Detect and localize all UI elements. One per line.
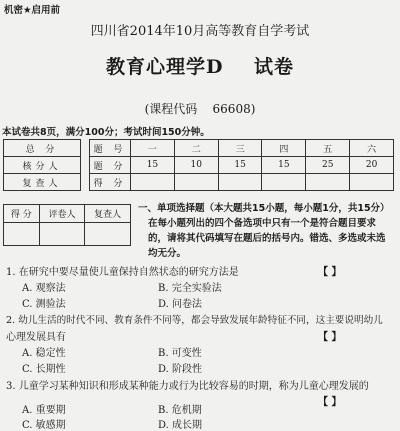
confidential-label: 机密★启用前 [4, 5, 61, 16]
option[interactable]: C. 敏感期 [22, 420, 66, 431]
option[interactable]: C. 长期性 [22, 364, 66, 375]
score-table [3, 139, 394, 191]
answer-bracket[interactable]: 【 】 [318, 332, 342, 343]
score-cell[interactable] [218, 174, 262, 191]
question-stem: 心理发展具有 [6, 332, 66, 343]
grader-label: 核分人 [4, 157, 81, 174]
answer-bracket[interactable]: 【 】 [318, 397, 342, 408]
option[interactable]: A. 观察法 [22, 283, 66, 294]
column-header: 一 [131, 140, 175, 157]
points-cell: 10 [174, 157, 218, 174]
column-header: 六 [350, 140, 394, 157]
score-cell[interactable] [174, 174, 218, 191]
score-cell[interactable] [262, 174, 306, 191]
points-cell: 15 [131, 157, 175, 174]
grader-box-score-cell[interactable] [4, 223, 40, 246]
points-cell: 15 [218, 157, 262, 174]
grader-box-grader-label: 评卷人 [39, 205, 85, 223]
score-cell[interactable] [306, 174, 350, 191]
section-instruction: 在每小题列出的四个备选项中只有一个是符合题目要求 [148, 218, 377, 229]
answer-bracket[interactable]: 【 】 [318, 267, 342, 278]
grader-box-score-label: 得 分 [4, 205, 40, 223]
score-cell[interactable] [350, 174, 394, 191]
grader-box-reviewer-cell[interactable] [85, 223, 131, 246]
question-stem: 1. 在研究中要尽量使儿童保持自然状态的研究方法是 [6, 267, 239, 278]
column-header: 二 [174, 140, 218, 157]
reviewer-label: 复查人 [4, 174, 81, 191]
exam-info: 本试卷共8页，满分100分；考试时间150分钟。 [2, 127, 210, 138]
grader-box-reviewer-label: 复查人 [85, 205, 131, 223]
option[interactable]: D. 问卷法 [158, 299, 203, 310]
column-header: 五 [306, 140, 350, 157]
option[interactable]: A. 重要期 [22, 405, 66, 416]
section-instruction: 的，请将其代码填写在题后的括号内。错选、多选或未选 [148, 233, 386, 244]
grader-box [3, 204, 131, 246]
grader-box-grader-cell[interactable] [39, 223, 85, 246]
option[interactable]: C. 测验法 [22, 299, 66, 310]
option[interactable]: D. 阶段性 [158, 364, 203, 375]
option[interactable]: D. 成长期 [158, 420, 203, 431]
section-heading: 一、单项选择题（本大题共15小题，每小题1分，共15分） [138, 203, 390, 214]
exam-header: 四川省2014年10月高等教育自学考试 [90, 24, 310, 39]
course-code: (课程代码 66608) [144, 102, 256, 116]
section-one [138, 201, 390, 261]
option[interactable]: B. 完全实验法 [158, 283, 222, 294]
option[interactable]: B. 可变性 [158, 348, 202, 359]
column-header: 四 [262, 140, 306, 157]
points-cell: 20 [350, 157, 394, 174]
table-gap [81, 140, 90, 191]
course-title: 教育心理学D 试卷 [106, 56, 294, 78]
section-instruction: 均无分。 [148, 248, 187, 259]
points-cell: 25 [306, 157, 350, 174]
points-label: 题 分 [90, 157, 131, 174]
total-score-label: 总 分 [4, 140, 81, 157]
option[interactable]: B. 危机期 [158, 405, 202, 416]
score-label: 得 分 [90, 174, 131, 191]
option[interactable]: A. 稳定性 [22, 348, 66, 359]
question-number-label: 题 号 [90, 140, 131, 157]
question-stem: 3. 儿童学习某种知识和形成某种能力或行为比较容易的时期，称为儿童心理发展的 [6, 381, 369, 392]
score-cell[interactable] [131, 174, 175, 191]
question-stem: 2. 幼儿生活的时代不同、教育条件不同等，都会导致发展年龄特征不同，这主要说明幼儿 [6, 315, 383, 326]
points-cell: 15 [262, 157, 306, 174]
column-header: 三 [218, 140, 262, 157]
